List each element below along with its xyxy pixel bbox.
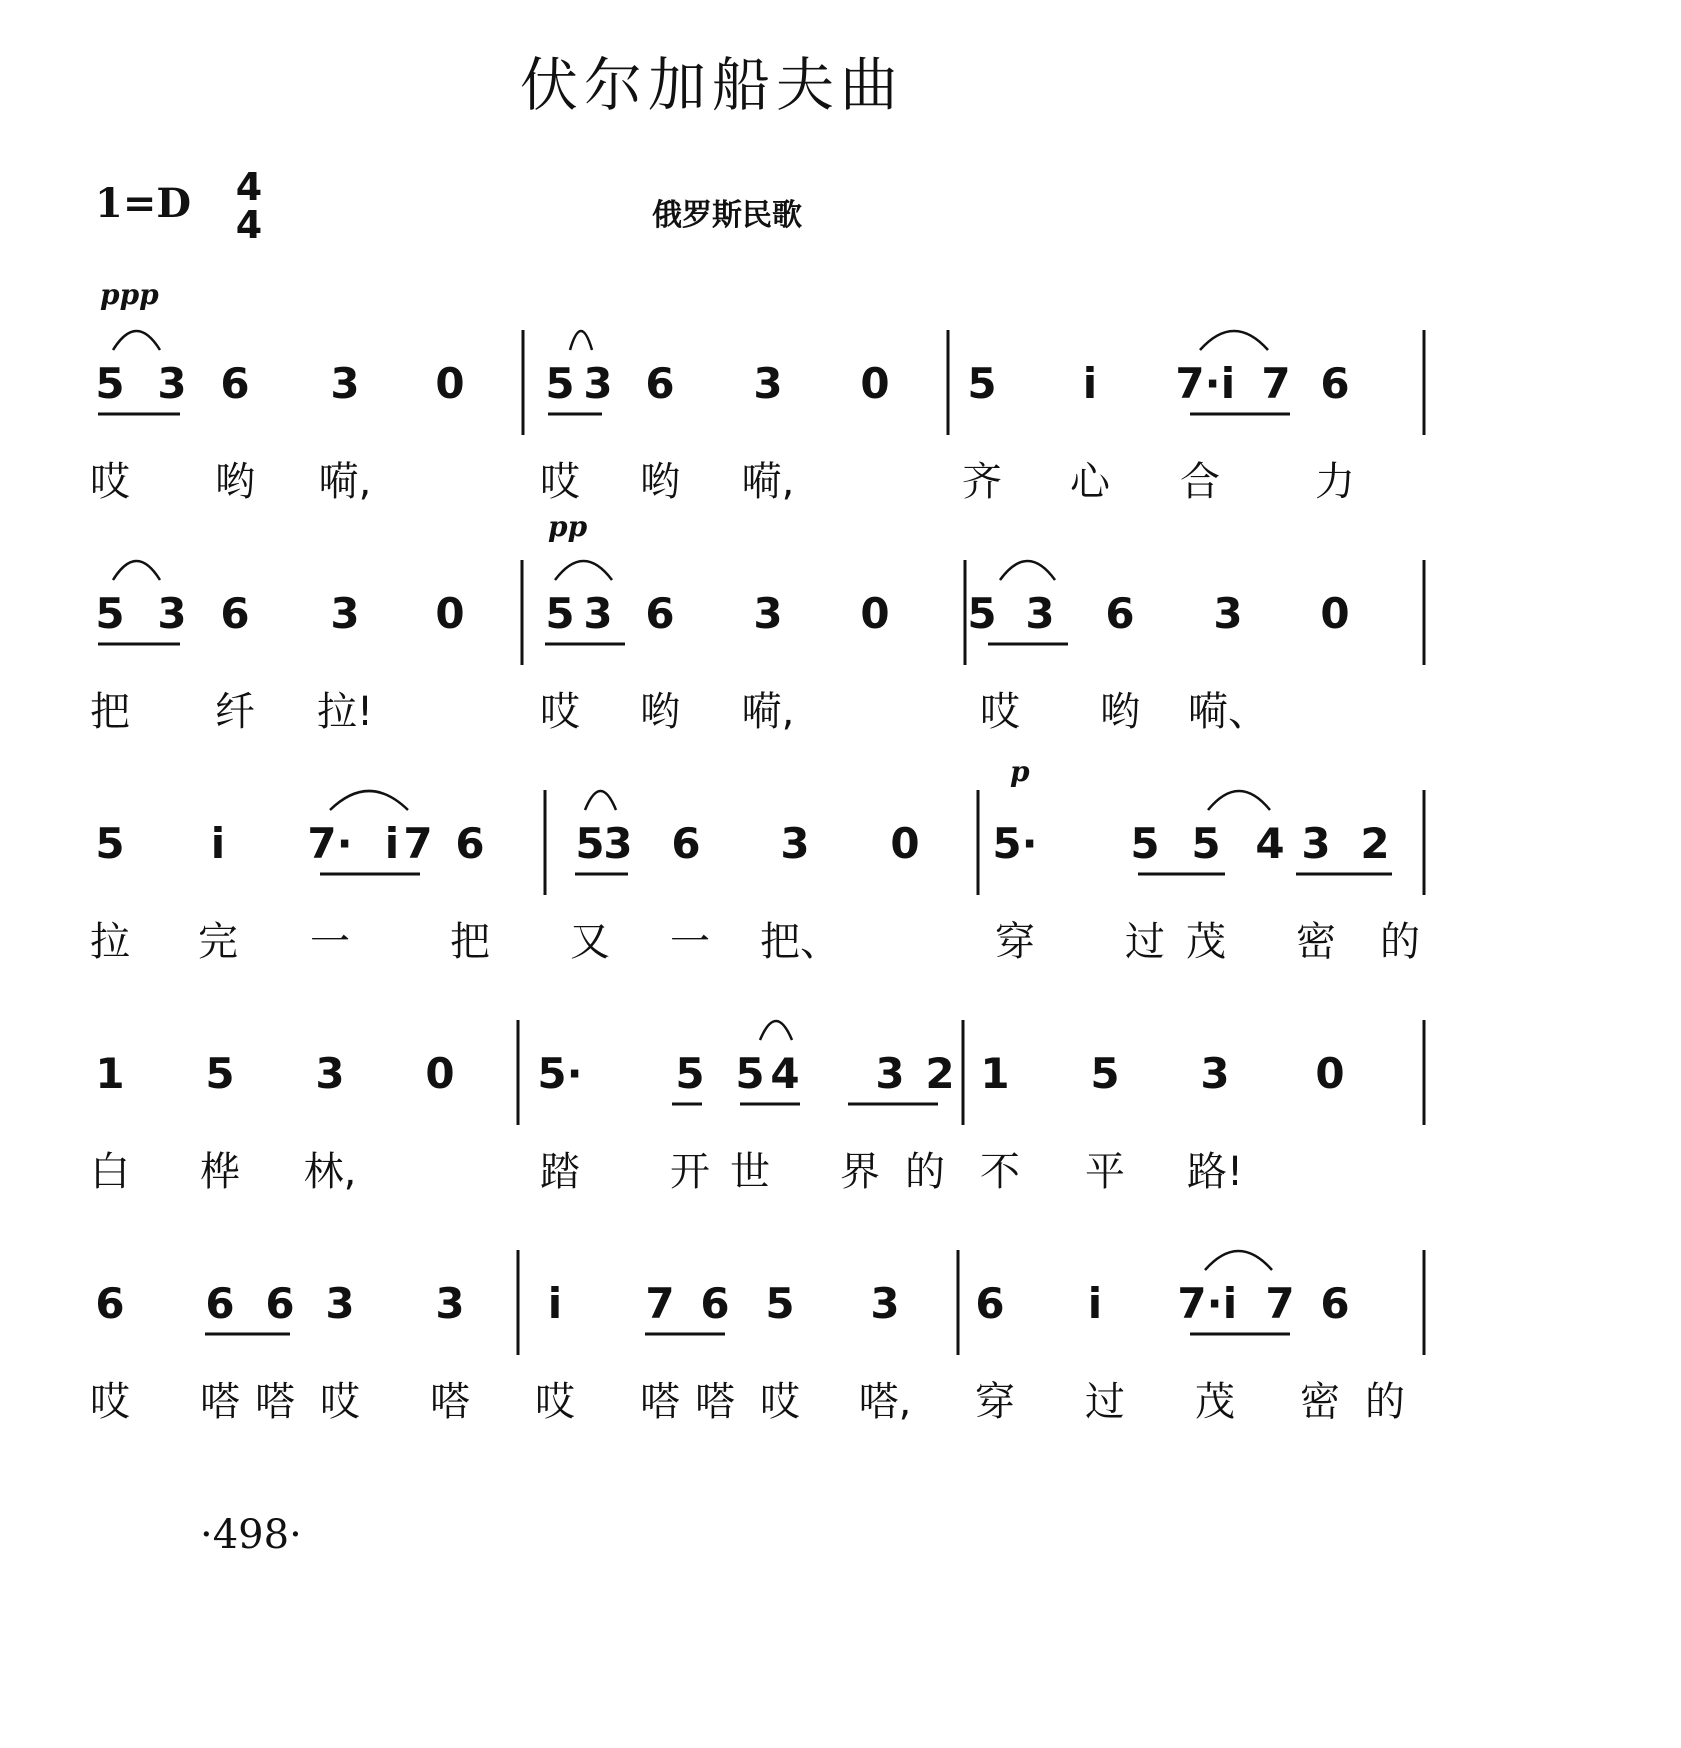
lyric: 世 xyxy=(730,1149,770,1195)
note: 3 xyxy=(870,1279,900,1328)
lyric: 哎 xyxy=(320,1379,360,1425)
lyric: 的 xyxy=(1365,1379,1405,1425)
note: 3 xyxy=(753,589,783,638)
lyric: 合 xyxy=(1180,459,1220,505)
slur-arc xyxy=(570,331,592,350)
note: 6 xyxy=(265,1279,295,1328)
note: 0 xyxy=(1315,1049,1345,1098)
note: 5 xyxy=(1130,819,1160,868)
note: 3 xyxy=(780,819,810,868)
note: 5 xyxy=(735,1049,765,1098)
slur-arc xyxy=(1208,791,1270,810)
lyric: 一 xyxy=(310,919,350,965)
key-signature: 1=D xyxy=(95,180,192,227)
note: 6 xyxy=(1320,1279,1350,1328)
lyric: 一 xyxy=(670,919,710,965)
note: i xyxy=(547,1279,563,1328)
slur-arc xyxy=(1205,1251,1272,1270)
time-signature-top: 4 xyxy=(235,165,263,209)
note: 3 xyxy=(325,1279,355,1328)
note: 3 xyxy=(330,589,360,638)
lyric: 嗬, xyxy=(318,459,372,505)
note: 5 xyxy=(545,589,575,638)
lyric: 嗒 xyxy=(430,1379,470,1425)
song-title: 伏尔加船夫曲 xyxy=(520,51,905,119)
note: 3 xyxy=(583,359,613,408)
note: 5 xyxy=(967,589,997,638)
lyric: 又 xyxy=(570,919,610,965)
lyric: 茂 xyxy=(1186,919,1226,965)
lyric: 密 xyxy=(1300,1379,1340,1425)
note: 0 xyxy=(1320,589,1350,638)
note: 7 xyxy=(1265,1279,1295,1328)
slur-arc xyxy=(1000,561,1055,580)
lyric: 嗒 xyxy=(695,1379,735,1425)
note: 3 xyxy=(157,589,187,638)
note: 5 xyxy=(95,589,125,638)
lyric: 哟 xyxy=(640,459,680,505)
note: 5 xyxy=(95,819,125,868)
note: 7· xyxy=(1175,359,1221,408)
lyric: 拉 xyxy=(90,919,130,965)
slur-arc xyxy=(585,791,616,810)
lyric: 完 xyxy=(198,919,238,965)
note: 0 xyxy=(435,359,465,408)
note: i xyxy=(1222,1279,1238,1328)
lyric: 的 xyxy=(905,1149,945,1195)
note: 1 xyxy=(95,1049,125,1098)
lyric: 哎 xyxy=(760,1379,800,1425)
lyric: 嗬, xyxy=(741,459,795,505)
note: 6 xyxy=(700,1279,730,1328)
dynamic-marking: pp xyxy=(548,510,588,543)
note: 0 xyxy=(860,359,890,408)
note: 3 xyxy=(435,1279,465,1328)
note: 5 xyxy=(575,819,605,868)
lyric: 不 xyxy=(980,1149,1020,1195)
lyric: 嗒 xyxy=(255,1379,295,1425)
lyric: 哎 xyxy=(540,459,580,505)
dynamic-marking: p xyxy=(1010,755,1030,788)
lyric: 心 xyxy=(1070,459,1110,505)
note: 6 xyxy=(220,359,250,408)
page-number: ·498· xyxy=(200,1512,302,1558)
note: 6 xyxy=(671,819,701,868)
note: 6 xyxy=(975,1279,1005,1328)
note: 3 xyxy=(1025,589,1055,638)
lyric: 嗒, xyxy=(858,1379,912,1425)
lyric: 哎 xyxy=(540,689,580,735)
note: 7 xyxy=(1261,359,1291,408)
note: 5 xyxy=(1191,819,1221,868)
lyric: 哎 xyxy=(90,1379,130,1425)
lyric: 平 xyxy=(1085,1149,1125,1195)
note: 2 xyxy=(925,1049,955,1098)
note: 5 xyxy=(205,1049,235,1098)
note: 0 xyxy=(425,1049,455,1098)
note: 2 xyxy=(1360,819,1390,868)
slur-arc xyxy=(555,561,612,580)
time-signature-bottom: 4 xyxy=(235,203,263,247)
note: 6 xyxy=(1320,359,1350,408)
lyric: 桦 xyxy=(200,1149,240,1195)
note: 1 xyxy=(980,1049,1010,1098)
note: 0 xyxy=(860,589,890,638)
dynamic-marking: ppp xyxy=(100,278,159,311)
slur-arc xyxy=(113,331,160,350)
note: i xyxy=(1082,359,1098,408)
lyric: 力 xyxy=(1315,459,1355,505)
note: 3 xyxy=(583,589,613,638)
note: 6 xyxy=(95,1279,125,1328)
lyric: 哟 xyxy=(215,459,255,505)
note: 5 xyxy=(95,359,125,408)
lyric: 拉! xyxy=(316,689,374,735)
note: 3 xyxy=(330,359,360,408)
note: 6 xyxy=(205,1279,235,1328)
note: 4 xyxy=(1255,819,1285,868)
note: 3 xyxy=(1301,819,1331,868)
note: 3 xyxy=(1200,1049,1230,1098)
slur-arc xyxy=(330,791,408,810)
lyric: 过 xyxy=(1125,919,1165,965)
lyric: 哟 xyxy=(640,689,680,735)
note: 6 xyxy=(645,359,675,408)
lyric: 嗬, xyxy=(741,689,795,735)
note: 3 xyxy=(157,359,187,408)
lyric: 嗒 xyxy=(640,1379,680,1425)
note: 5· xyxy=(992,819,1038,868)
slur-arc xyxy=(760,1021,792,1040)
note: 0 xyxy=(890,819,920,868)
note: 5 xyxy=(545,359,575,408)
lyric: 把 xyxy=(90,689,130,735)
note: 6 xyxy=(645,589,675,638)
lyric: 茂 xyxy=(1195,1379,1235,1425)
note: 3 xyxy=(1213,589,1243,638)
note: 0 xyxy=(435,589,465,638)
note: 5· xyxy=(537,1049,583,1098)
lyric: 踏 xyxy=(540,1149,580,1195)
lyric: 过 xyxy=(1085,1379,1125,1425)
lyric: 开 xyxy=(670,1149,710,1195)
note: i xyxy=(210,819,226,868)
note: 5 xyxy=(1090,1049,1120,1098)
note: 7· xyxy=(307,819,353,868)
slur-arc xyxy=(113,561,160,580)
lyric: 哟 xyxy=(1100,689,1140,735)
lyric: 界 xyxy=(840,1149,880,1195)
note: 3 xyxy=(603,819,633,868)
lyric: 嗒 xyxy=(200,1379,240,1425)
note: 7 xyxy=(403,819,433,868)
slur-arc xyxy=(1200,331,1268,350)
note: 3 xyxy=(315,1049,345,1098)
lyric: 纤 xyxy=(215,689,255,735)
lyric: 把 xyxy=(450,919,490,965)
note: 3 xyxy=(875,1049,905,1098)
note: 5 xyxy=(967,359,997,408)
lyric: 嗬、 xyxy=(1188,689,1268,735)
note: i xyxy=(1087,1279,1103,1328)
lyric: 白 xyxy=(90,1149,130,1195)
note: 3 xyxy=(753,359,783,408)
lyric: 路! xyxy=(1186,1149,1244,1195)
composer-credit: 俄罗斯民歌 xyxy=(652,198,802,233)
lyric: 哎 xyxy=(535,1379,575,1425)
lyric: 哎 xyxy=(980,689,1020,735)
lyric: 齐 xyxy=(962,459,1002,505)
note: 7 xyxy=(645,1279,675,1328)
note: 5 xyxy=(765,1279,795,1328)
note: 5 xyxy=(675,1049,705,1098)
note: 4 xyxy=(770,1049,800,1098)
note: 6 xyxy=(1105,589,1135,638)
lyric: 密 xyxy=(1296,919,1336,965)
note: 6 xyxy=(220,589,250,638)
lyric: 穿 xyxy=(975,1379,1015,1425)
lyric: 穿 xyxy=(995,919,1035,965)
note: i xyxy=(1220,359,1236,408)
lyric: 的 xyxy=(1380,919,1420,965)
note: 7· xyxy=(1177,1279,1223,1328)
lyric: 把、 xyxy=(760,919,840,965)
lyric: 哎 xyxy=(90,459,130,505)
note: i xyxy=(384,819,400,868)
note: 6 xyxy=(455,819,485,868)
lyric: 林, xyxy=(303,1149,357,1195)
